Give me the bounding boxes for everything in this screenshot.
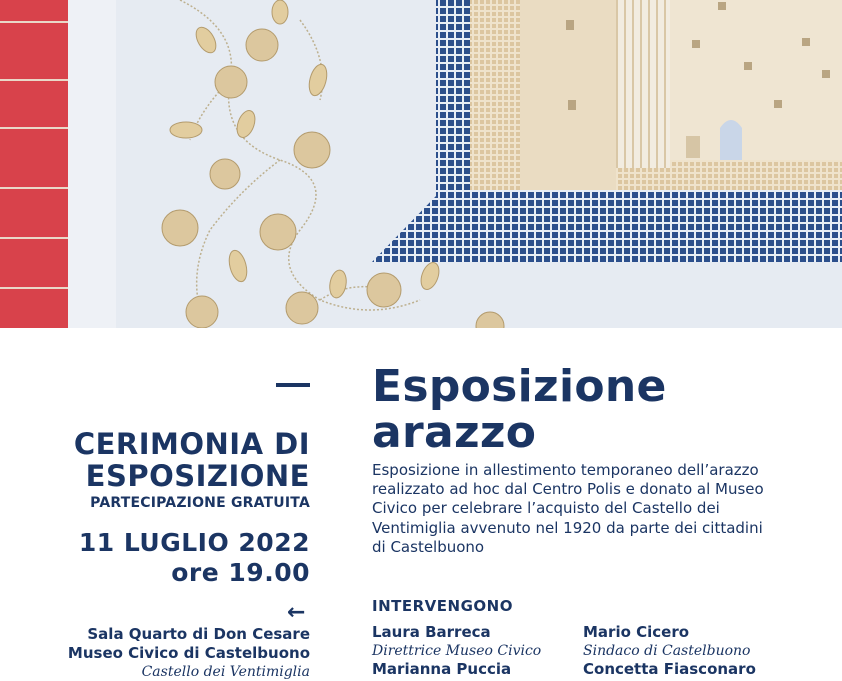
speaker-name: Concetta Fiasconaro (583, 660, 756, 678)
event-time: ore 19.00 (171, 558, 310, 587)
speaker-role: Sindaco di Castelbuono (583, 643, 751, 659)
exhibition-title (372, 361, 792, 458)
ceremony-subtitle: PARTECIPAZIONE GRATUITA (90, 495, 310, 511)
ceremony-title-line2: ESPOSIZIONE (85, 459, 310, 493)
speaker-item (583, 623, 751, 660)
ceremony-title (74, 428, 310, 492)
lace-tapestry-photo-icon (0, 0, 842, 328)
hero-image (0, 0, 842, 328)
speakers-heading: INTERVENGONO (372, 597, 513, 615)
venue-room: Sala Quarto di Don Cesare (87, 625, 310, 643)
exhibition-description: Esposizione in allestimento temporaneo dell’arazzo realizzato ad hoc dal Centro Polis e donato al Museo Civico per celebrare l’acquisto del Castello dei Ventimiglia avvenuto nel 1920 da parte dei cittadini di Castelbuono (372, 461, 764, 556)
venue-museum: Museo Civico di Castelbuono (67, 644, 310, 662)
speaker-item (372, 660, 511, 679)
exhibition-title-line1: Esposizione (372, 361, 667, 412)
event-date: 11 LUGLIO 2022 (78, 528, 310, 557)
speaker-role: Direttrice Museo Civico (372, 643, 542, 659)
venue-castle: Castello dei Ventimiglia (141, 664, 310, 680)
speaker-item (583, 660, 756, 679)
arrow-left-icon: ← (287, 600, 306, 625)
accent-dash (276, 383, 310, 387)
speaker-name: Marianna Puccia (372, 660, 512, 678)
exhibition-title-line2: arazzo (372, 407, 537, 458)
speaker-item (372, 623, 541, 660)
speaker-name: Laura Barreca (372, 623, 491, 641)
speaker-name: Mario Cicero (583, 623, 690, 641)
ceremony-title-line1: CERIMONIA DI (73, 427, 310, 461)
